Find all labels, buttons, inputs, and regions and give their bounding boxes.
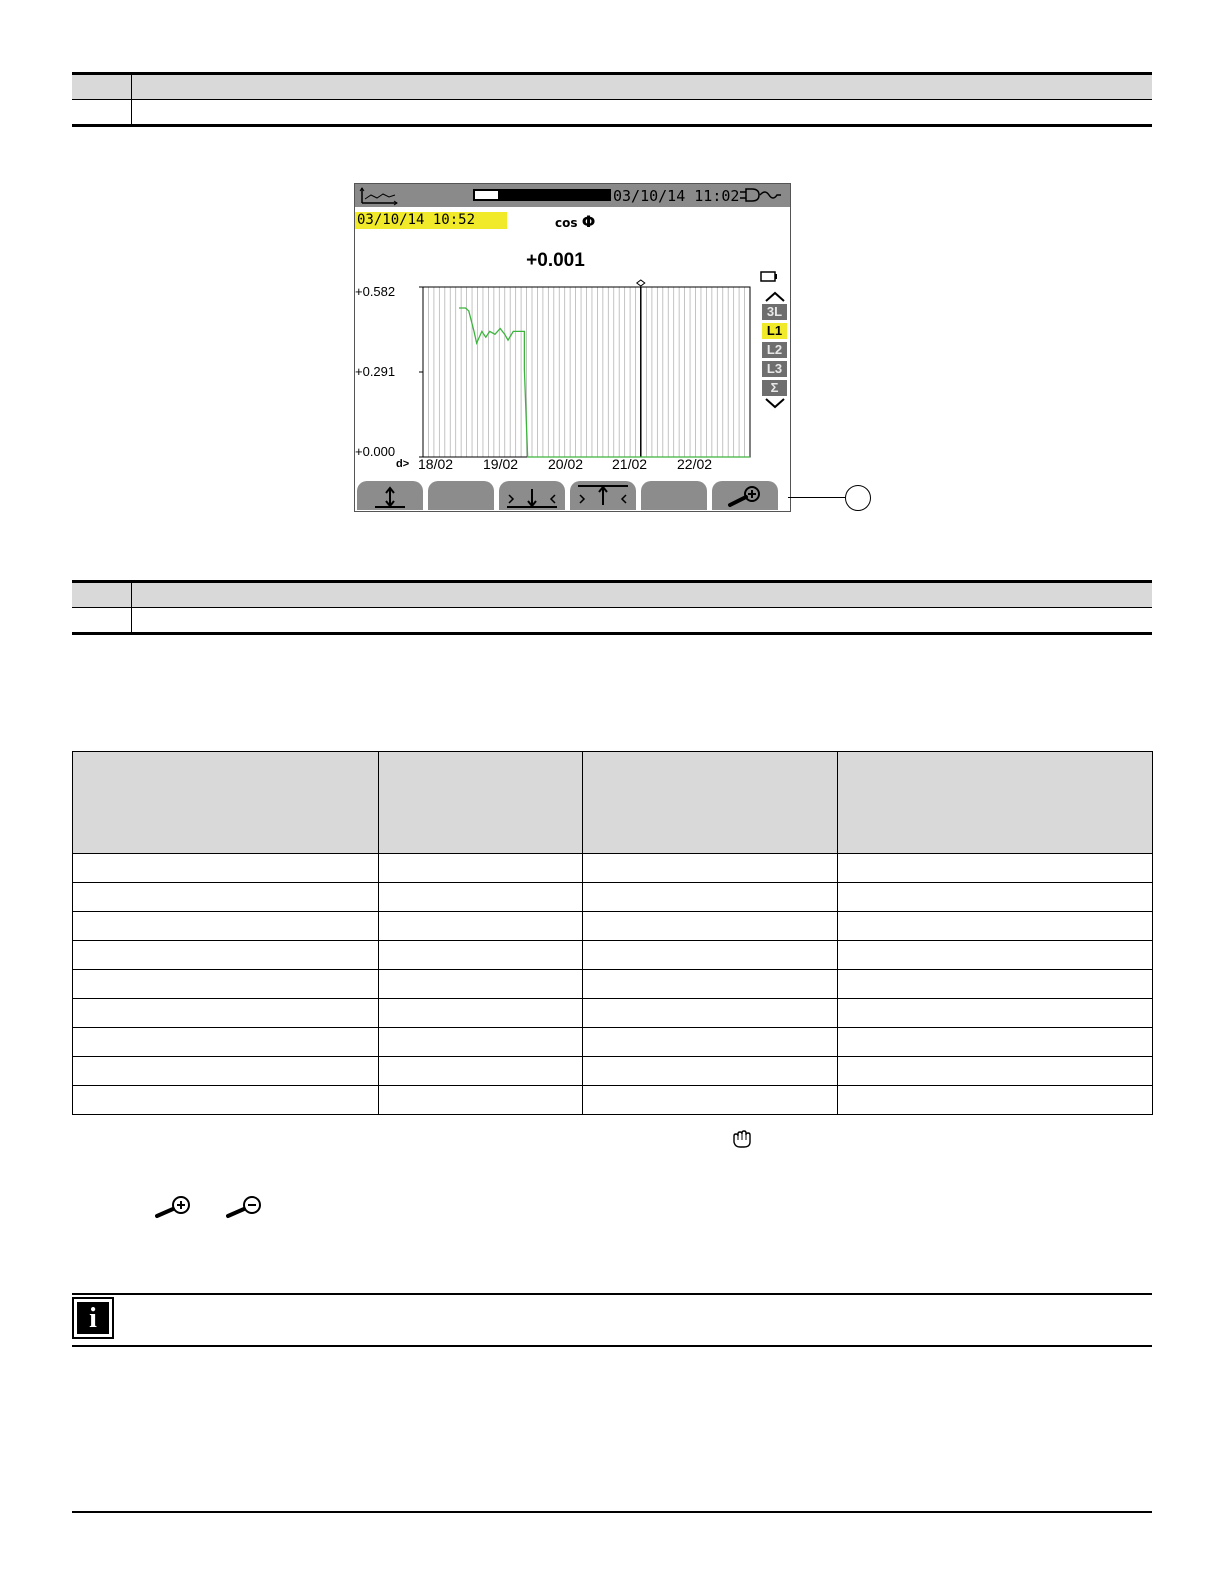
table-row bbox=[73, 941, 1153, 970]
device-screen bbox=[354, 183, 791, 512]
softkey-blank-2[interactable] bbox=[641, 481, 707, 510]
phase-l2[interactable]: L2 bbox=[762, 342, 787, 358]
phase-down-arrow-icon[interactable] bbox=[763, 397, 787, 409]
parameter-name: cos bbox=[555, 216, 578, 230]
x-tick-label: 22/02 bbox=[677, 456, 713, 472]
min-value-icon bbox=[499, 481, 565, 510]
y-tick-label-mid: +0.291 bbox=[355, 364, 396, 379]
parameter-label bbox=[555, 212, 595, 231]
softkey-cursor-to-max[interactable] bbox=[570, 481, 636, 510]
status-bar bbox=[355, 184, 790, 207]
table-row bbox=[73, 1086, 1153, 1115]
y-tick-label-max: +0.582 bbox=[355, 284, 396, 299]
table-row bbox=[73, 883, 1153, 912]
x-tick-label: 19/02 bbox=[483, 456, 519, 472]
info-icon: i bbox=[72, 1297, 114, 1339]
hold-hand-icon bbox=[730, 1130, 754, 1150]
table-row bbox=[73, 999, 1153, 1028]
trend-mode-icon bbox=[359, 186, 399, 206]
middle-empty-table bbox=[72, 580, 1152, 635]
clock: 03/10/14 11:02 bbox=[613, 187, 740, 205]
battery-icon bbox=[760, 271, 778, 282]
max-value-icon bbox=[570, 481, 636, 510]
cursor-marker bbox=[637, 280, 645, 286]
y-tick-label-min: +0.000 bbox=[355, 444, 396, 459]
callout-marker bbox=[845, 485, 871, 511]
table-row bbox=[73, 1057, 1153, 1086]
power-plug-icon bbox=[739, 187, 783, 204]
softkey-vertical-scale[interactable] bbox=[357, 481, 423, 510]
softkey-cursor-to-min[interactable] bbox=[499, 481, 565, 510]
trend-chart bbox=[355, 279, 755, 479]
phase-3l[interactable]: 3L bbox=[762, 304, 787, 320]
cursor-datetime: 03/10/14 10:52 bbox=[355, 212, 507, 229]
softkey-blank-1[interactable] bbox=[428, 481, 494, 510]
softkey-zoom-in[interactable] bbox=[712, 481, 778, 510]
x-tick-label: 20/02 bbox=[548, 456, 584, 472]
x-tick-label: 21/02 bbox=[612, 456, 648, 472]
phase-l3[interactable]: L3 bbox=[762, 361, 787, 377]
footer-rule bbox=[72, 1511, 1152, 1513]
top-empty-table bbox=[72, 72, 1152, 127]
parameter-symbol: Φ bbox=[581, 212, 596, 231]
phase-l1[interactable]: L1 bbox=[762, 323, 787, 339]
record-progress-bar bbox=[473, 189, 611, 201]
x-axis-unit: d> bbox=[396, 458, 410, 470]
record-progress-fill bbox=[475, 191, 498, 199]
x-tick-label: 18/02 bbox=[418, 456, 454, 472]
callout-leader bbox=[788, 497, 845, 498]
zoom-level-table bbox=[72, 751, 1153, 1115]
table-row bbox=[73, 912, 1153, 941]
table-row bbox=[73, 1028, 1153, 1057]
table-row bbox=[73, 854, 1153, 883]
phase-sum[interactable]: Σ bbox=[762, 380, 787, 396]
phase-up-arrow-icon[interactable] bbox=[763, 291, 787, 303]
zoom-in-icon bbox=[155, 1195, 193, 1219]
zoom-in-icon bbox=[712, 481, 778, 510]
note-bottom-rule bbox=[72, 1345, 1152, 1347]
table-row bbox=[73, 970, 1153, 999]
cursor-value: +0.001 bbox=[526, 250, 585, 271]
softkey-bar bbox=[355, 478, 790, 511]
note-top-rule bbox=[72, 1293, 1152, 1295]
vertical-range-icon bbox=[357, 481, 423, 510]
zoom-out-icon bbox=[226, 1195, 264, 1219]
